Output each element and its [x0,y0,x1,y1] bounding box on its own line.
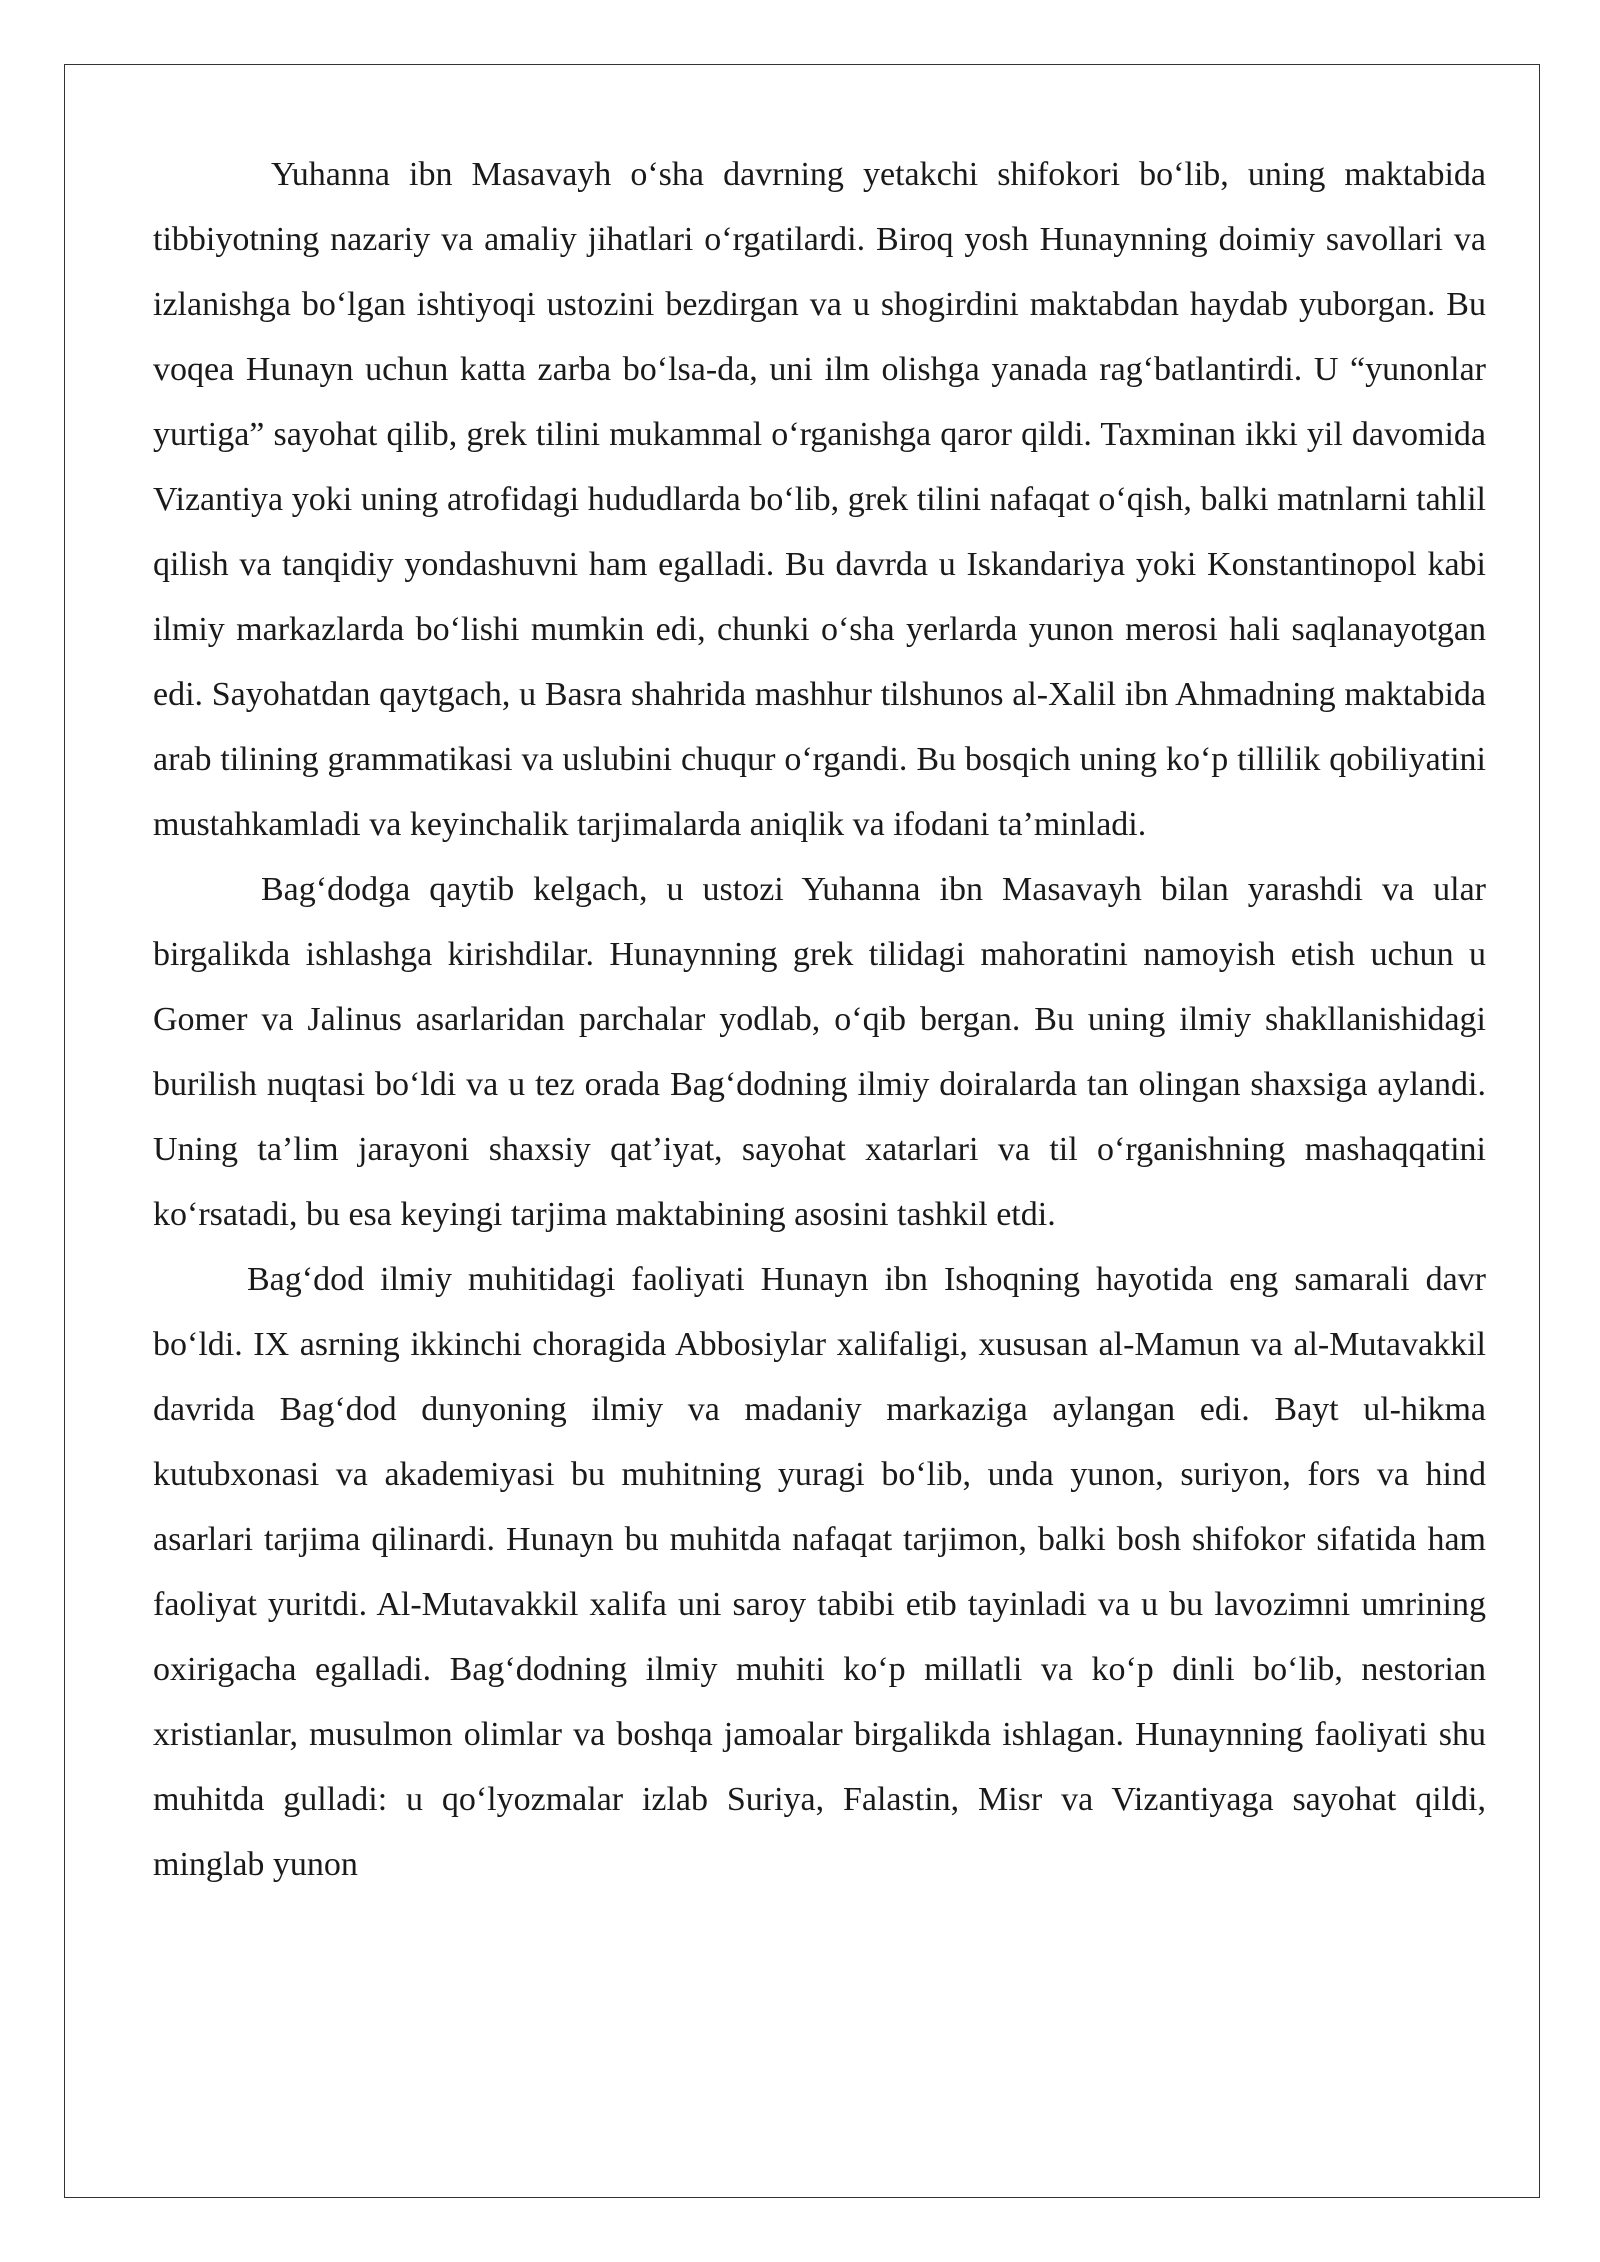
paragraph-3: Bag‘dod ilmiy muhitidagi faoliyati Hunayn ibn Ishoqning hayotida eng samarali davr bo‘ldi. IX asrning ikkinchi choragida Abbosiylar xalifaligi, xususan al-Mamun va al-Mutavakkil davrida Bag‘dod dunyoning ilmiy va madaniy markaziga aylangan edi. Bayt ul-hikma kutubxonasi va akademiyasi bu muhitning yuragi bo‘lib, unda yunon, suriyon, fors va hind asarlari tarjima qilinardi. Hunayn bu muhitda nafaqat tarjimon, balki bosh shifokor sifatida ham faoliyat yuritdi. Al-Mutavakkil xalifa uni saroy tabibi etib tayinladi va u bu lavozimni umrining oxirigacha egalladi. Bag‘dodning ilmiy muhiti ko‘p millatli va ko‘p dinli bo‘lib, nestorian xristianlar, musulmon olimlar va boshqa jamoalar birgalikda ishlagan. Hunaynning faoliyati shu muhitda gulladi: u qo‘lyozmalar izlab Suriya, Falastin, Misr va Vizantiyaga sayohat qildi, minglab yunon [153,1261,1486,1883]
document-body [153,142,1486,1897]
paragraph-1: Yuhanna ibn Masavayh o‘sha davrning yetakchi shifokori bo‘lib, uning maktabida tibbiyotning nazariy va amaliy jihatlari o‘rgatilardi. Biroq yosh Hunaynning doimiy savollari va izlanishga bo‘lgan ishtiyoqi ustozini bezdirgan va u shogirdini maktabdan haydab yuborgan. Bu voqea Hunayn uchun katta zarba bo‘lsa-da, uni ilm olishga yanada rag‘batlantirdi. U “yunonlar yurtiga” sayohat qilib, grek tilini mukammal o‘rganishga qaror qildi. Taxminan ikki yil davomida Vizantiya yoki uning atrofidagi hududlarda bo‘lib, grek tilini nafaqat o‘qish, balki matnlarni tahlil qilish va tanqidiy yondashuvni ham egalladi. Bu davrda u Iskandariya yoki Konstantinopol kabi ilmiy markazlarda bo‘lishi mumkin edi, chunki o‘sha yerlarda yunon merosi hali saqlanayotgan edi. Sayohatdan qaytgach, u Basra shahrida mashhur tilshunos al-Xalil ibn Ahmadning maktabida arab tilining grammatikasi va uslubini chuqur o‘rgandi. Bu bosqich uning ko‘p tillilik qobiliyatini mustahkamladi va keyinchalik tarjimalarda aniqlik va ifodani ta’minladi. [153,156,1486,843]
paragraph-2: Bag‘dodga qaytib kelgach, u ustozi Yuhanna ibn Masavayh bilan yarashdi va ular birgalikda ishlashga kirishdilar. Hunaynning grek tilidagi mahoratini namoyish etish uchun u Gomer va Jalinus asarlaridan parchalar yodlab, o‘qib bergan. Bu uning ilmiy shakllanishidagi burilish nuqtasi bo‘ldi va u tez orada Bag‘dodning ilmiy doiralarda tan olingan shaxsiga aylandi. Uning ta’lim jarayoni shaxsiy qat’iyat, sayohat xatarlari va til o‘rganishning mashaqqatini ko‘rsatadi, bu esa keyingi tarjima maktabining asosini tashkil etdi. [153,871,1486,1233]
